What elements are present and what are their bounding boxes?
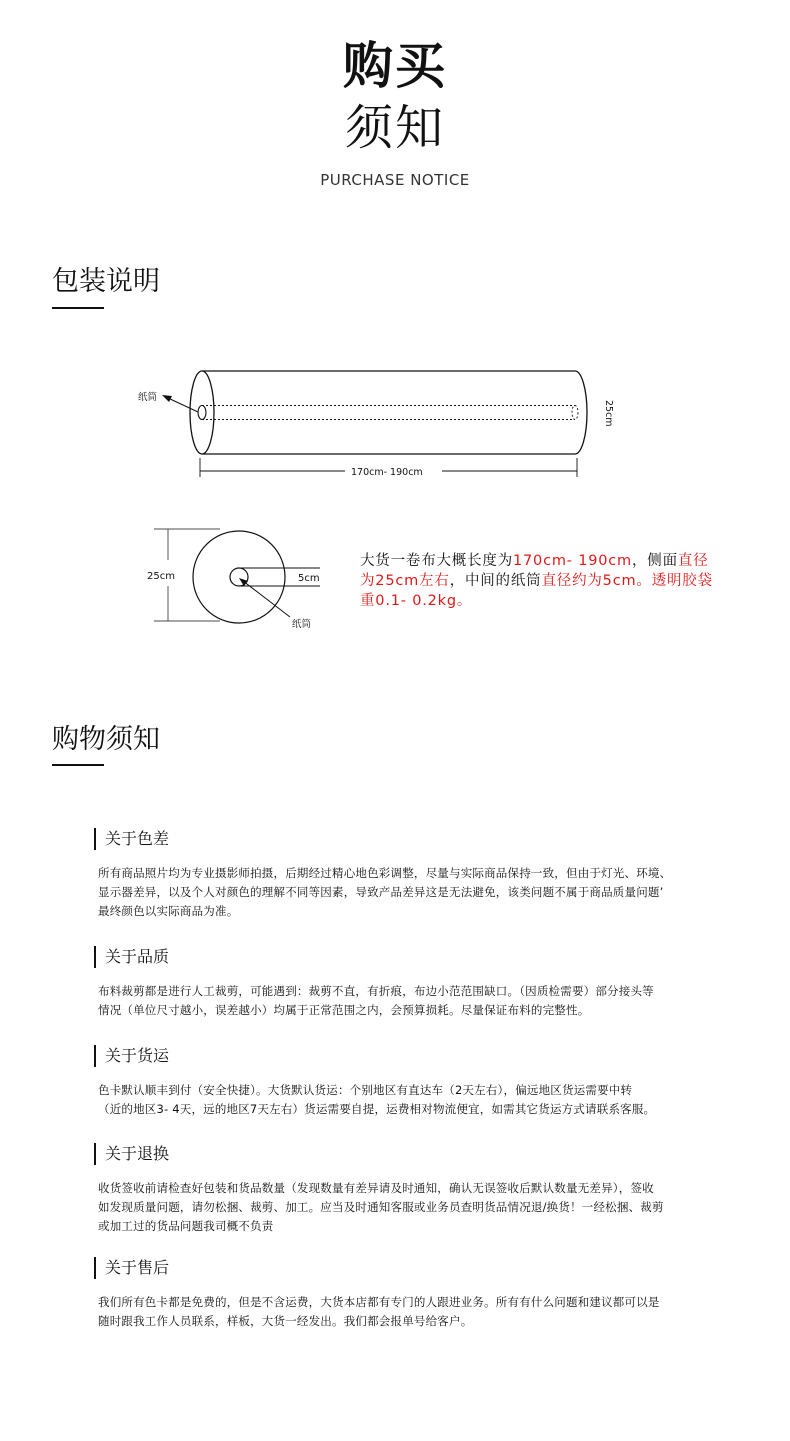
description-text-3: ，中间的纸筒: [449, 573, 542, 589]
notice-after-sales: [94, 1257, 704, 1331]
notice-line: 随时跟我工作人员联系，样板，大货一经发出。我们都会报单号给客户。: [98, 1314, 473, 1328]
notice-line: 色卡默认顺丰到付（安全快捷）。大货默认货运：个别地区有直达车（2天左右），偏远地区货运需要中转: [98, 1083, 633, 1097]
notice-title: 关于退换: [94, 1143, 704, 1165]
notice-line: 所有商品照片均为专业摄影师拍摄，后期经过精心地色彩调整，尽量与实际商品保持一致，但由于灯光、环境、: [98, 866, 672, 880]
notice-body: [94, 982, 704, 1020]
notice-title: 关于货运: [94, 1045, 704, 1067]
end-core-label: 5cm: [298, 573, 320, 584]
notice-line: 收货签收前请检查好包装和货品数量（发现数量有差异请及时通知，确认无误签收后默认数量无差异），签收: [98, 1181, 654, 1195]
notice-body: [94, 864, 704, 921]
notice-returns: [94, 1143, 704, 1236]
page-subtitle: 须知: [344, 100, 445, 156]
notice-shipping: [94, 1045, 704, 1119]
notice-body: [94, 1179, 704, 1236]
end-tube-label: 纸筒: [292, 619, 312, 630]
notice-line: 我们所有色卡都是免费的，但是不含运费，大货本店都有专门的人跟进业务。所有有什么问题和建议都可以是: [98, 1295, 660, 1309]
end-diameter-label: 25cm: [147, 571, 175, 582]
notice-color-difference: [94, 828, 704, 921]
notice-title: 关于品质: [94, 946, 704, 968]
fabric-roll-end-diagram: [140, 520, 340, 635]
description-core-highlight: 直径约为5cm。透明胶袋重0.1- 0.2kg。: [360, 573, 713, 609]
packaging-heading: 包装说明: [52, 266, 160, 297]
shopping-heading: 购物须知: [52, 724, 160, 755]
notice-line: 最终颜色以实际商品为准。: [98, 904, 239, 918]
notice-title: 关于色差: [94, 828, 704, 850]
roll-length-label: 170cm- 190cm: [351, 467, 423, 478]
description-text-1: 大货一卷布大概长度为: [360, 553, 513, 569]
notice-body: [94, 1081, 704, 1119]
packaging-heading-underline: [52, 307, 104, 309]
description-length-highlight: 170cm- 190cm: [513, 553, 632, 569]
notice-line: 如发现质量问题，请勿松捆、裁剪、加工。应当及时通知客服或业务员查明货品情况退/换货！一经松捆、裁剪: [98, 1200, 664, 1214]
notice-line: 显示器差异，以及个人对颜色的理解不同等因素，导致产品差异这是无法避免，该类问题不属于商品质量问题’: [98, 885, 664, 899]
notice-body: [94, 1293, 704, 1331]
notice-title: 关于售后: [94, 1257, 704, 1279]
page-title-english: PURCHASE NOTICE: [320, 171, 470, 189]
notice-quality: [94, 946, 704, 1020]
roll-diameter-label: 25cm: [603, 400, 614, 427]
fabric-roll-diagram: [120, 355, 640, 490]
notice-line: （近的地区3- 4天，远的地区7天左右）货运需要自提，运费相对物流便宜，如需其它货运方式请联系客服。: [98, 1102, 656, 1116]
description-text-2: ，侧面: [632, 553, 678, 569]
description-diameter-highlight: 直径为25cm左右: [360, 553, 709, 589]
notice-line: 情况（单位尺寸越小，误差越小）均属于正常范围之内，会预算损耗。尽量保证布料的完整性。: [98, 1003, 590, 1017]
roll-tube-label: 纸筒: [138, 392, 158, 403]
notice-line: 布料裁剪都是进行人工裁剪，可能遇到：裁剪不直，有折痕，布边小范范围缺口。（因质检需要）部分接头等: [98, 984, 654, 998]
notice-line: 或加工过的货品问题我司概不负责: [98, 1219, 274, 1233]
packaging-description: [360, 551, 716, 611]
page-title: 购买: [343, 37, 447, 95]
shopping-heading-underline: [52, 764, 104, 766]
